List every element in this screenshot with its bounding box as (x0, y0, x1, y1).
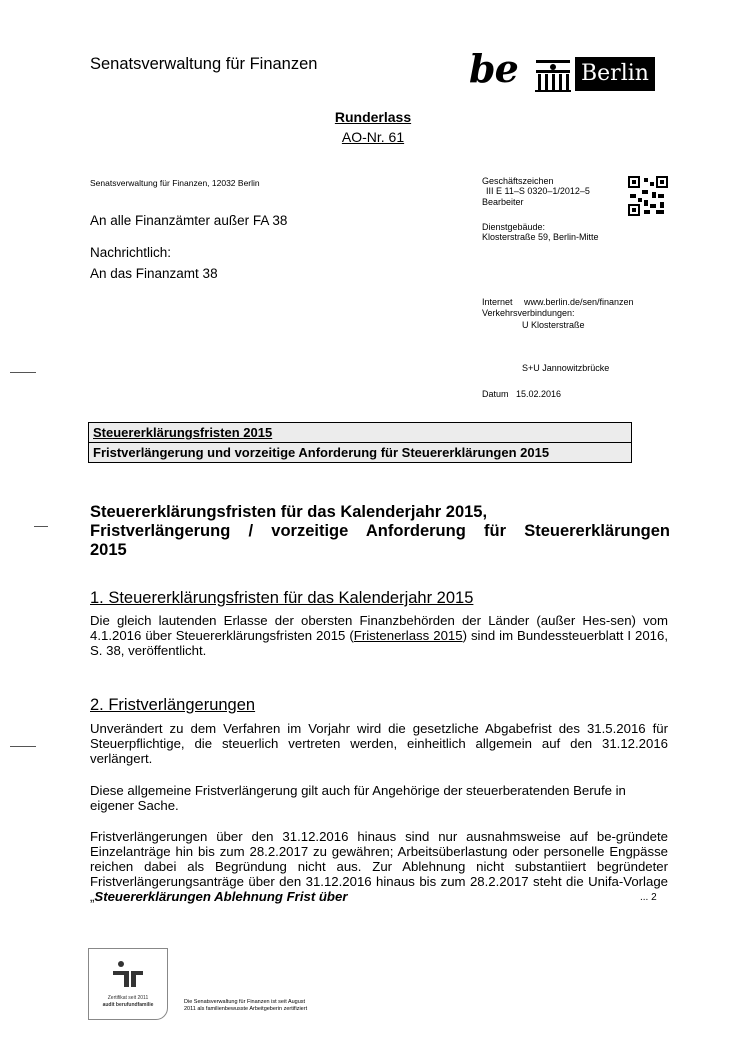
circular-number: AO-Nr. 61 (341, 129, 405, 145)
certificate-logo (88, 948, 168, 1020)
sender-name: Senatsverwaltung für Finanzen (90, 55, 318, 73)
fold-mark (10, 372, 36, 373)
main-heading (90, 503, 670, 560)
heading-line-1: Steuererklärungsfristen für das Kalenderjahr 2015, (90, 503, 488, 521)
logo-berlin-text: Berlin (575, 57, 655, 91)
note-line-2: 2011 als familienbewusste Arbeitgeberin zertifiziert (184, 1006, 308, 1012)
audit-family-icon (111, 959, 145, 989)
fristenerlass-link[interactable]: Fristenerlass 2015 (353, 628, 463, 643)
transport-label: Verkehrsverbindungen: (482, 308, 575, 318)
internet-label: Internet (482, 297, 513, 307)
subject-box (88, 422, 632, 463)
transport-line-2: S+U Jannowitzbrücke (522, 363, 610, 373)
section-1-title: 1. Steuererklärungsfristen für das Kalenderjahr 2015 (90, 589, 474, 607)
note-line-1: Die Senatsverwaltung für Finanzen ist seit August (184, 999, 306, 1005)
building-value: Klosterstraße 59, Berlin-Mitte (482, 232, 599, 242)
heading-line-2: Fristverlängerung / vorzeitige Anforderung für Steuererklärungen (90, 522, 670, 540)
return-address: Senatsverwaltung für Finanzen, 12032 Berlin (90, 178, 260, 188)
clerk-label: Bearbeiter (482, 197, 524, 207)
section-2-paragraph-2: Diese allgemeine Fristverlängerung gilt auch für Angehörige der steuerberatenden Berufe in eigener Sache. (90, 783, 626, 813)
cert-line-1: Zertifikat seit 2011 (107, 995, 149, 1001)
subject-line-1: Steuererklärungsfristen 2015 (89, 423, 631, 443)
building-label: Dienstgebäude: (482, 222, 546, 232)
section-2-paragraph-1: Unverändert zu dem Verfahren im Vorjahr wird die gesetzliche Abgabefrist des 31.5.2016 für Steuerpflichtige, die steuerlich vertreten werden, einheitlich allgemein auf den 31.12.2016 verlängert. (90, 721, 668, 766)
circular-title: Runderlass (334, 109, 412, 125)
internet-value: www.berlin.de/sen/finanzen (524, 297, 634, 307)
section-2-title: 2. Fristverlängerungen (90, 696, 256, 714)
fold-mark (10, 746, 36, 747)
punch-mark (34, 526, 48, 527)
recipient-to: An alle Finanzämter außer FA 38 (90, 213, 288, 228)
transport-line-1: U Klosterstraße (522, 320, 585, 330)
text-run: Die gleich lautenden Erlasse der obersten Finanzbehörden der Länder (außer Hes-sen) vom 4.1.2016 über Steuererklärungsfristen 2015 ( (90, 613, 668, 643)
berlin-logo (469, 46, 669, 98)
template-name: Steuererklärungen Ablehnung Frist über (94, 889, 348, 904)
section-2-paragraph-3 (90, 829, 668, 904)
section-1-paragraph (90, 613, 668, 658)
logo-be-text: be (469, 46, 518, 91)
reference-value: III E 11–S 0320–1/2012–5 (486, 186, 590, 196)
reference-label: Geschäftszeichen (482, 176, 554, 186)
recipient-cc-label: Nachrichtlich: (90, 245, 172, 260)
text-run: Fristverlängerungen über den 31.12.2016 hinaus sind nur ausnahmsweise auf be-gründete Einzelanträge hin bis zum 28.2.2017 zu gewähren; Arbeitsüberlastung oder personelle Engpässe reichen dabei als Begründung nicht aus. Zur Ablehnung nicht substantiiert begründeter Fristverlängerungsanträge über den 31.12.2016 hinaus bis zum 28.2.2017 steht die Unifa-Vorlage „ (90, 829, 668, 904)
subject-line-2: Fristverlängerung und vorzeitige Anforderung für Steuererklärungen 2015 (93, 445, 550, 460)
text-run: ) sind im Bundessteuerblatt I 2016, S. 38, veröffentlicht. (90, 628, 668, 658)
date-label: Datum (482, 389, 509, 399)
recipient-cc: An das Finanzamt 38 (90, 266, 218, 281)
date-value: 15.02.2016 (516, 389, 562, 399)
brandenburg-gate-icon (534, 60, 572, 92)
heading-line-3: 2015 (90, 541, 127, 559)
qr-code-icon (628, 176, 668, 216)
cert-line-2: audit berufundfamilie (102, 1002, 154, 1008)
page-continuation: ... 2 (640, 892, 657, 903)
certificate-note (184, 999, 307, 1013)
